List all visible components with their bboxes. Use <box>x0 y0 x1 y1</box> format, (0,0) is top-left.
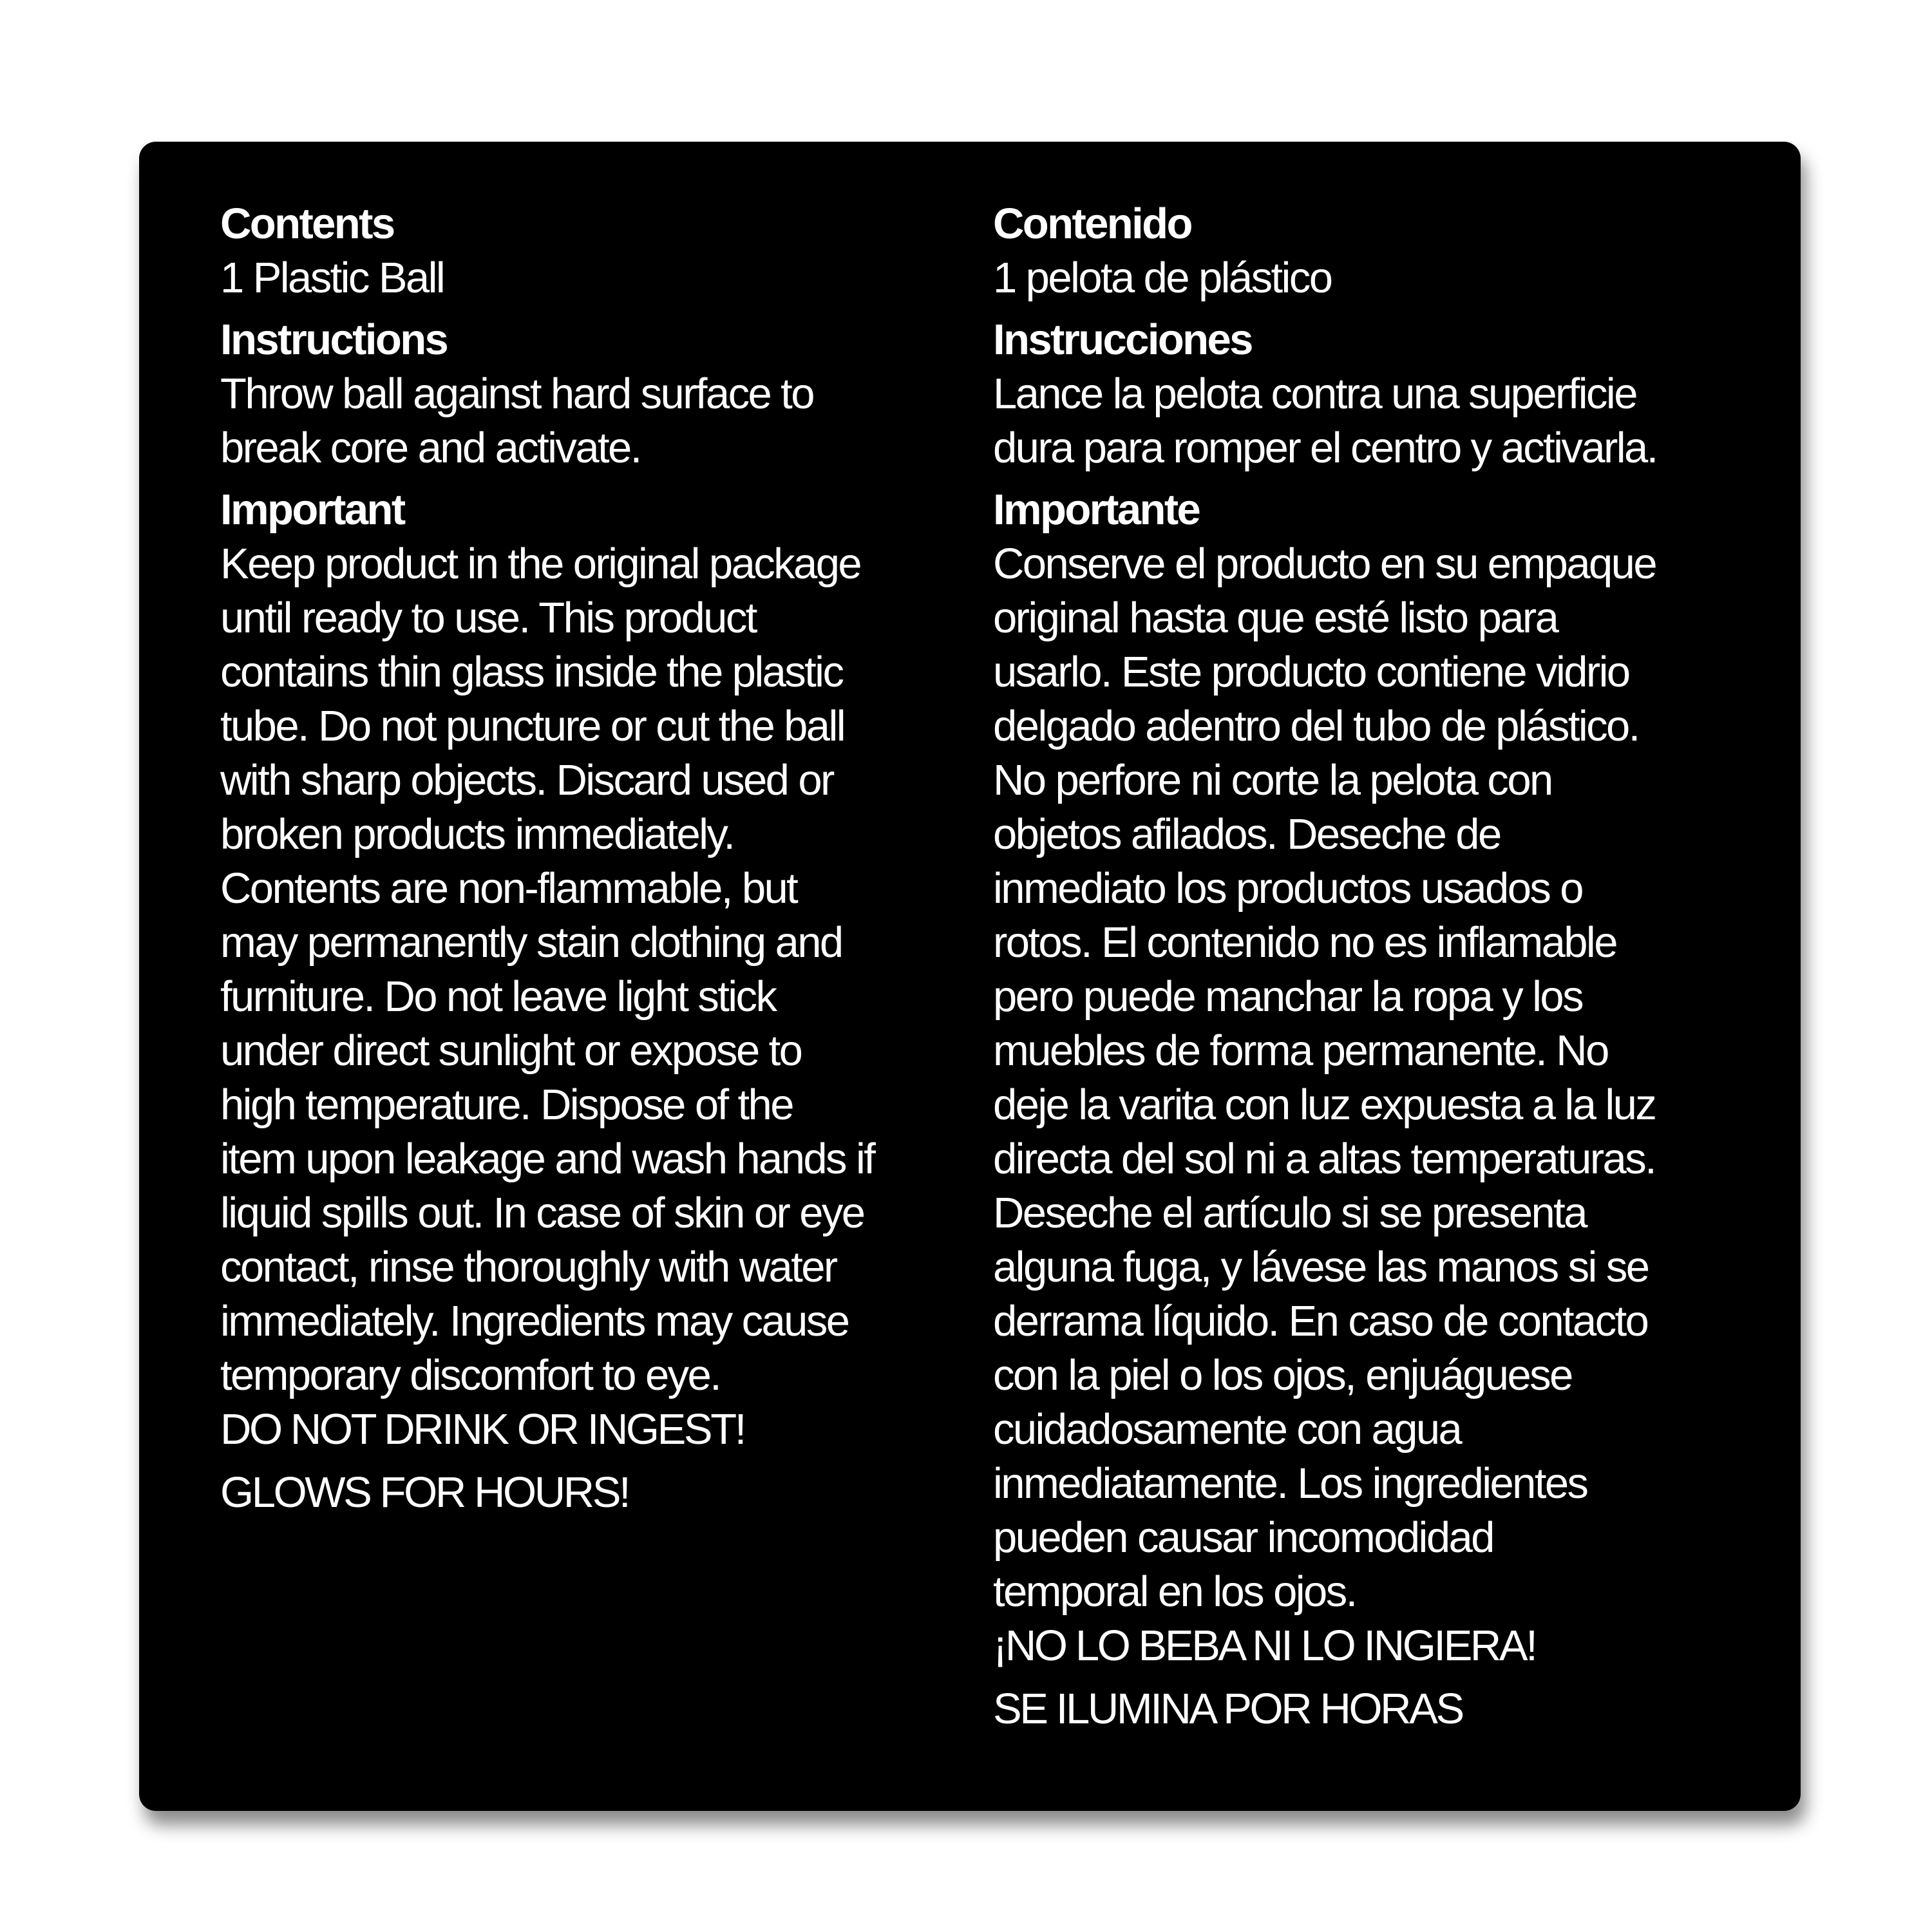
important-line: temporary discomfort to eye. <box>220 1351 721 1399</box>
importante-line: alguna fuga, y lávese las manos si se <box>993 1243 1649 1291</box>
contenido-heading: Contenido <box>993 200 1191 248</box>
lema-text: SE ILUMINA POR HORAS <box>993 1685 1463 1733</box>
importante-line: delgado adentro del tubo de plástico. <box>993 702 1639 750</box>
important-line: immediately. Ingredients may cause <box>220 1297 849 1345</box>
importante-line: objetos afilados. Deseche de <box>993 810 1501 858</box>
important-line: may permanently stain clothing and <box>220 918 842 967</box>
english-column <box>220 197 948 1520</box>
importante-line: original hasta que esté listo para <box>993 594 1558 642</box>
importante-text <box>993 537 1721 1619</box>
contents-heading: Contents <box>220 200 394 248</box>
important-heading: Important <box>220 486 404 534</box>
importante-line: inmediatamente. Los ingredientes <box>993 1459 1587 1508</box>
important-line: with sharp objects. Discard used or <box>220 756 833 804</box>
important-line: furniture. Do not leave light stick <box>220 972 776 1021</box>
instrucciones-heading: Instrucciones <box>993 316 1252 364</box>
instructions-line: break core and activate. <box>220 424 641 472</box>
contents-text: 1 Plastic Ball <box>220 254 444 302</box>
instructions-line: Throw ball against hard surface to <box>220 370 813 418</box>
important-line: item upon leakage and wash hands if <box>220 1135 875 1183</box>
important-text <box>220 537 948 1403</box>
instruction-label-panel <box>139 142 1801 1811</box>
importante-line: deje la varita con luz expuesta a la luz <box>993 1081 1656 1129</box>
important-line: Keep product in the original package <box>220 540 861 588</box>
instrucciones-line: Lance la pelota contra una superficie <box>993 370 1636 418</box>
spanish-column <box>993 197 1721 1736</box>
instructions-heading: Instructions <box>220 316 448 364</box>
importante-heading: Importante <box>993 486 1200 534</box>
importante-line: Conserve el producto en su empaque <box>993 540 1656 588</box>
importante-line: cuidadosamente con agua <box>993 1405 1461 1454</box>
importante-line: con la piel o los ojos, enjuáguese <box>993 1351 1572 1399</box>
important-line: tube. Do not puncture or cut the ball <box>220 702 845 750</box>
advertencia-text: ¡NO LO BEBA NI LO INGIERA! <box>993 1622 1536 1670</box>
importante-line: rotos. El contenido no es inflamable <box>993 918 1616 967</box>
importante-line: inmediato los productos usados o <box>993 864 1582 913</box>
tagline-text: GLOWS FOR HOURS! <box>220 1468 629 1517</box>
importante-line: usarlo. Este producto contiene vidrio <box>993 648 1629 696</box>
importante-line: pueden causar incomodidad <box>993 1513 1493 1562</box>
importante-line: directa del sol ni a altas temperaturas. <box>993 1135 1656 1183</box>
importante-line: muebles de forma permanente. No <box>993 1027 1608 1075</box>
important-line: high temperature. Dispose of the <box>220 1081 793 1129</box>
importante-line: temporal en los ojos. <box>993 1567 1356 1616</box>
important-line: until ready to use. This product <box>220 594 756 642</box>
importante-line: Deseche el artículo si se presenta <box>993 1189 1586 1237</box>
importante-line: No perfore ni corte la pelota con <box>993 756 1552 804</box>
instrucciones-line: dura para romper el centro y activarla. <box>993 424 1657 472</box>
importante-line: derrama líquido. En caso de contacto <box>993 1297 1648 1345</box>
important-line: contact, rinse thoroughly with water <box>220 1243 837 1291</box>
contenido-text: 1 pelota de plástico <box>993 254 1332 302</box>
instructions-text <box>220 367 948 475</box>
important-line: liquid spills out. In case of skin or eye <box>220 1189 864 1237</box>
warning-text: DO NOT DRINK OR INGEST! <box>220 1405 744 1454</box>
importante-line: pero puede manchar la ropa y los <box>993 972 1582 1021</box>
important-line: contains thin glass inside the plastic <box>220 648 843 696</box>
important-line: under direct sunlight or expose to <box>220 1027 802 1075</box>
important-line: broken products immediately. <box>220 810 734 858</box>
important-line: Contents are non-flammable, but <box>220 864 797 913</box>
instrucciones-text <box>993 367 1721 475</box>
